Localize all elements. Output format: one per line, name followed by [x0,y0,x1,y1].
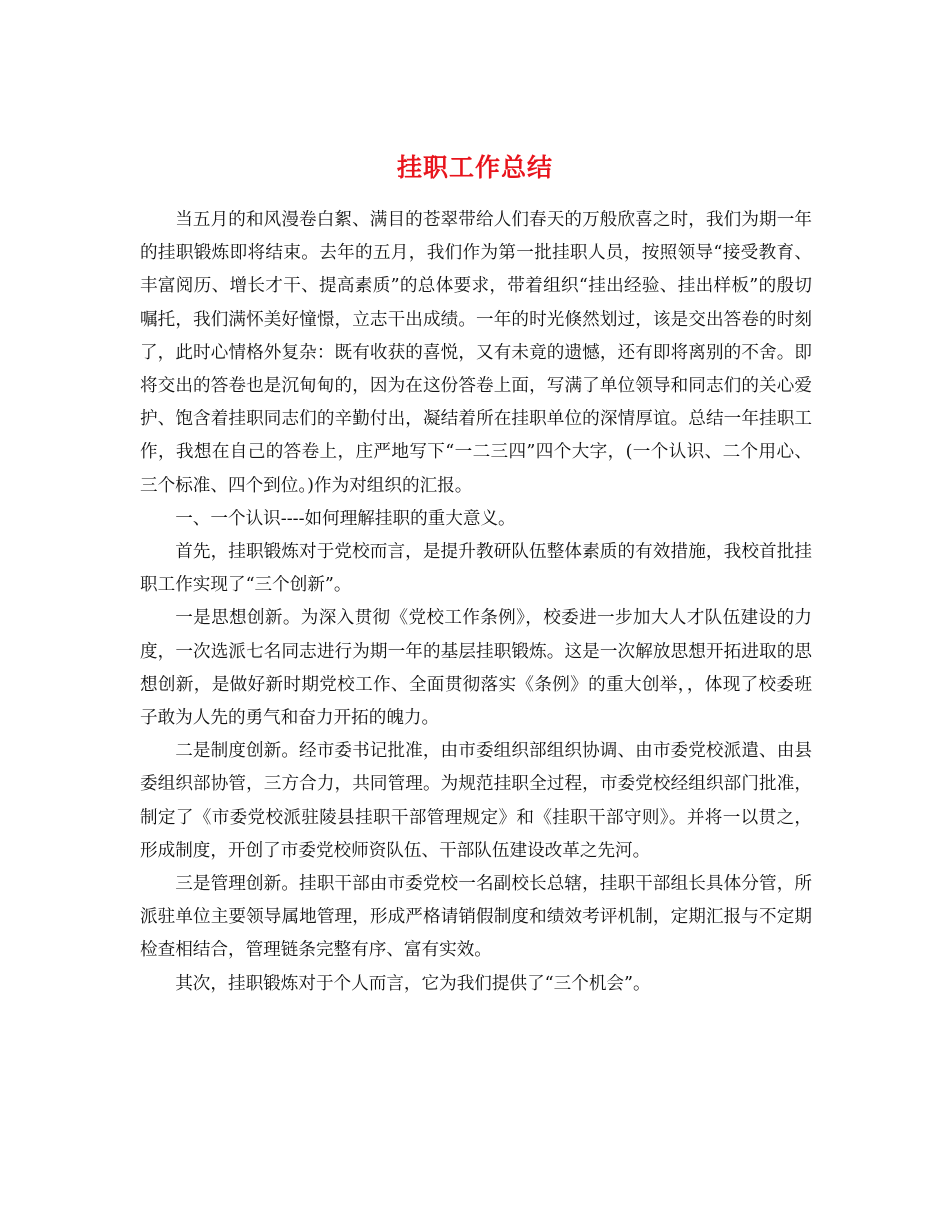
document-body [140,204,812,1001]
paragraph-thought-innovation: 一是思想创新。为深入贯彻《党校工作条例》，校委进一步加大人才队伍建设的力度，一次选派七名同志进行为期一年的基层挂职锻炼。这是一次解放思想开拓进取的思想创新，是做好新时期党校工作、全面贯彻落实《条例》的重大创举，，体现了校委班子敢为人先的勇气和奋力开拓的魄力。 [140,608,812,729]
paragraph-first-point: 首先，挂职锻炼对于党校而言，是提升教研队伍整体素质的有效措施，我校首批挂职工作实现了“三个创新”。 [140,542,812,596]
paragraph-intro: 当五月的和风漫卷白絮、满目的苍翠带给人们春天的万般欣喜之时，我们为期一年的挂职锻炼即将结束。去年的五月，我们作为第一批挂职人员，按照领导“接受教育、丰富阅历、增长才干、提高素质”的总体要求，带着组织“挂出经验、挂出样板”的殷切嘱托，我们满怀美好憧憬，立志干出成绩。一年的时光倏然划过，该是交出答卷的时刻了，此时心情格外复杂：既有收获的喜悦，又有未竟的遗憾，还有即将离别的不舍。即将交出的答卷也是沉甸甸的，因为在这份答卷上面，写满了单位领导和同志们的关心爱护、饱含着挂职同志们的辛勤付出，凝结着所在挂职单位的深情厚谊。总结一年挂职工作，我想在自己的答卷上，庄严地写下“一二三四”四个大字，(一个认识、二个用心、三个标准、四个到位。)作为对组织的汇报。 [140,210,812,496]
paragraph-management-innovation: 三是管理创新。挂职干部由市委党校一名副校长总辖，挂职干部组长具体分管，所派驻单位主要领导属地管理，形成严格请销假制度和绩效考评机制，定期汇报与不定期检查相结合，管理链条完整有序、富有实效。 [140,874,812,961]
paragraph-section-heading-one: 一、一个认识----如何理解挂职的重大意义。 [175,508,516,529]
paragraph-second-point: 其次，挂职锻炼对于个人而言，它为我们提供了“三个机会”。 [175,973,651,994]
paragraph-system-innovation: 二是制度创新。经市委书记批准，由市委组织部组织协调、由市委党校派遣、由县委组织部协管，三方合力，共同管理。为规范挂职全过程，市委党校经组织部门批准，制定了《市委党校派驻陵县挂职干部管理规定》和《挂职干部守则》。并将一以贯之，形成制度，开创了市委党校师资队伍、干部队伍建设改革之先河。 [140,741,812,861]
document-title: 挂职工作总结 [396,152,553,182]
